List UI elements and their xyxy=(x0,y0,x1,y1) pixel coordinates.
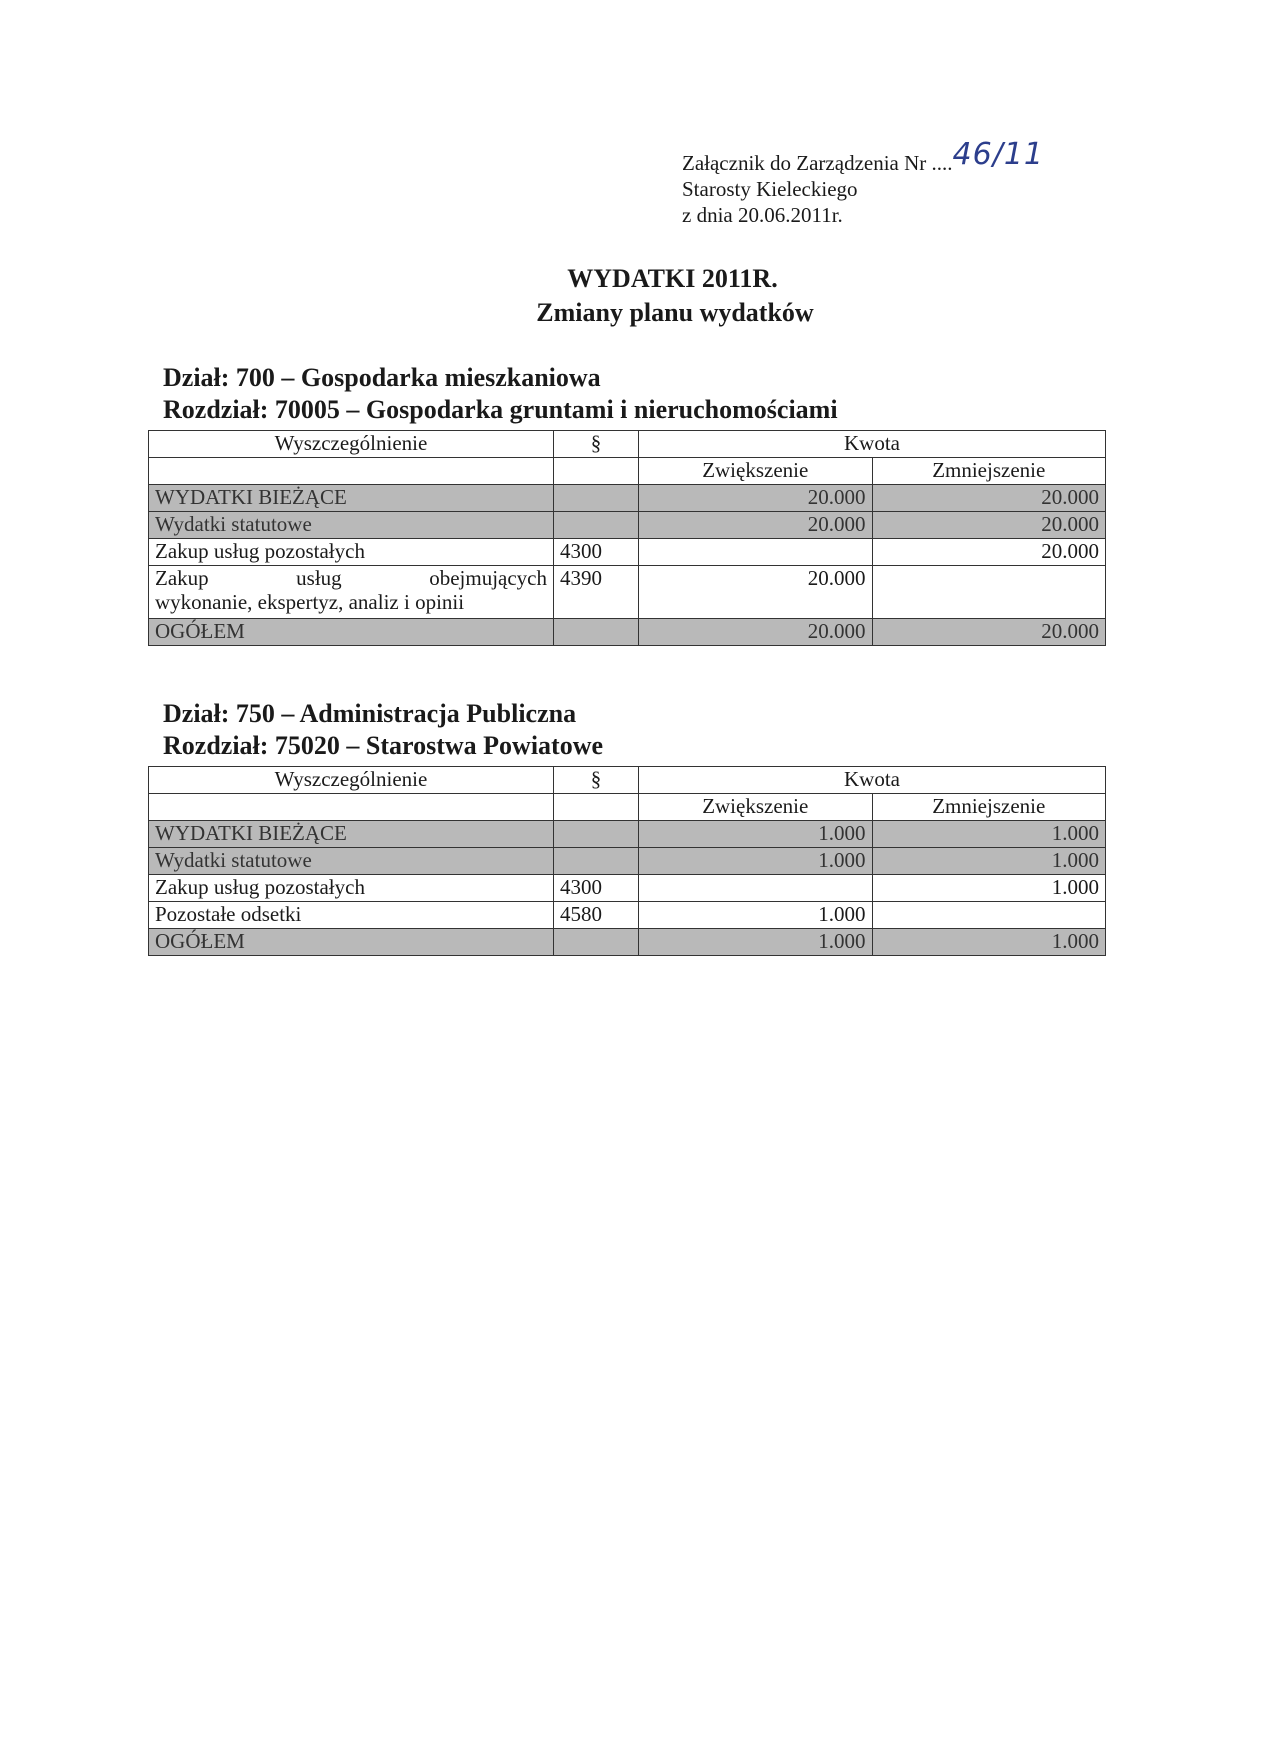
row-name: WYDATKI BIEŻĄCE xyxy=(149,821,554,848)
row-name-line-1 xyxy=(155,566,547,590)
row-paragraf: 4390 xyxy=(554,566,639,619)
row-zmniejszenie: 1.000 xyxy=(872,821,1106,848)
row-name: Zakup usług pozostałych xyxy=(149,875,554,902)
subheader-empty xyxy=(554,458,639,485)
handwritten-number: 46/11 xyxy=(952,137,1044,172)
row-paragraf: 4580 xyxy=(554,902,639,929)
section-2-rozdzial: Rozdział: 75020 – Starostwa Powiatowe xyxy=(163,731,604,760)
row-zwiekszenie: 20.000 xyxy=(639,485,873,512)
attachment-line-2: Starosty Kieleckiego xyxy=(682,177,858,201)
row-zwiekszenie: 1.000 xyxy=(639,929,873,956)
row-name-word: usług xyxy=(296,566,342,590)
table-row xyxy=(149,875,1106,902)
header-kwota: Kwota xyxy=(639,767,1106,794)
attachment-prefix: Załącznik do Zarządzenia Nr xyxy=(682,151,927,175)
row-zwiekszenie: 20.000 xyxy=(639,512,873,539)
header-kwota: Kwota xyxy=(639,431,1106,458)
section-2-dzial: Dział: 750 – Administracja Publiczna xyxy=(163,699,577,728)
row-paragraf: 4300 xyxy=(554,539,639,566)
row-zwiekszenie: 1.000 xyxy=(639,821,873,848)
table-subheader-row xyxy=(149,458,1106,485)
table-row xyxy=(149,902,1106,929)
row-zmniejszenie: 20.000 xyxy=(872,539,1106,566)
row-zwiekszenie: 1.000 xyxy=(639,848,873,875)
header-zmniejszenie: Zmniejszenie xyxy=(872,458,1106,485)
table-row xyxy=(149,821,1106,848)
row-zwiekszenie: 20.000 xyxy=(639,619,873,646)
row-paragraf xyxy=(554,929,639,956)
row-paragraf xyxy=(554,848,639,875)
document-subtitle: Zmiany planu wydatków xyxy=(536,298,814,327)
row-zmniejszenie: 20.000 xyxy=(872,619,1106,646)
row-name: Zakup usług pozostałych xyxy=(149,539,554,566)
row-paragraf xyxy=(554,485,639,512)
attachment-line-3: z dnia 20.06.2011r. xyxy=(682,203,843,227)
attachment-header xyxy=(682,137,1044,228)
header-zwiekszenie: Zwiększenie xyxy=(639,458,873,485)
table-header-row xyxy=(149,767,1106,794)
header-paragraf: § xyxy=(554,431,639,458)
attachment-dots: .... xyxy=(931,151,953,175)
row-zwiekszenie: 20.000 xyxy=(639,566,873,619)
row-zmniejszenie: 1.000 xyxy=(872,848,1106,875)
row-zmniejszenie xyxy=(872,566,1106,619)
row-zmniejszenie: 1.000 xyxy=(872,875,1106,902)
header-zmniejszenie: Zmniejszenie xyxy=(872,794,1106,821)
row-name: WYDATKI BIEŻĄCE xyxy=(149,485,554,512)
row-name xyxy=(149,566,554,619)
row-zmniejszenie: 1.000 xyxy=(872,929,1106,956)
row-zwiekszenie xyxy=(639,875,873,902)
row-paragraf xyxy=(554,512,639,539)
row-name: OGÓŁEM xyxy=(149,619,554,646)
header-zwiekszenie: Zwiększenie xyxy=(639,794,873,821)
subheader-empty xyxy=(149,794,554,821)
table-row-total xyxy=(149,619,1106,646)
table-row xyxy=(149,848,1106,875)
table-header-row xyxy=(149,431,1106,458)
row-name: Wydatki statutowe xyxy=(149,848,554,875)
section-1-table xyxy=(148,430,1106,646)
section-2-table xyxy=(148,766,1106,956)
row-zwiekszenie: 1.000 xyxy=(639,902,873,929)
subheader-empty xyxy=(554,794,639,821)
attachment-line-1 xyxy=(682,137,1044,176)
header-wyszczegolnienie: Wyszczególnienie xyxy=(149,431,554,458)
section-1-dzial: Dział: 700 – Gospodarka mieszkaniowa xyxy=(163,363,601,392)
row-zmniejszenie: 20.000 xyxy=(872,485,1106,512)
header-paragraf: § xyxy=(554,767,639,794)
header-wyszczegolnienie: Wyszczególnienie xyxy=(149,767,554,794)
row-zwiekszenie xyxy=(639,539,873,566)
table-row xyxy=(149,566,1106,619)
row-name-line-2: wykonanie, ekspertyz, analiz i opinii xyxy=(155,590,465,614)
table-row xyxy=(149,485,1106,512)
section-1-rozdzial: Rozdział: 70005 – Gospodarka gruntami i nieruchomościami xyxy=(163,395,838,424)
row-name: Pozostałe odsetki xyxy=(149,902,554,929)
table-row-total xyxy=(149,929,1106,956)
document-title: WYDATKI 2011R. xyxy=(567,264,778,293)
title-block xyxy=(0,262,1275,330)
subheader-empty xyxy=(149,458,554,485)
table-row xyxy=(149,512,1106,539)
table-row xyxy=(149,539,1106,566)
row-name: OGÓŁEM xyxy=(149,929,554,956)
row-paragraf xyxy=(554,821,639,848)
row-name-word: obejmujących xyxy=(429,566,547,590)
row-paragraf xyxy=(554,619,639,646)
row-zmniejszenie: 20.000 xyxy=(872,512,1106,539)
row-zmniejszenie xyxy=(872,902,1106,929)
table-subheader-row xyxy=(149,794,1106,821)
row-name: Wydatki statutowe xyxy=(149,512,554,539)
row-paragraf: 4300 xyxy=(554,875,639,902)
row-name-word: Zakup xyxy=(155,566,209,590)
